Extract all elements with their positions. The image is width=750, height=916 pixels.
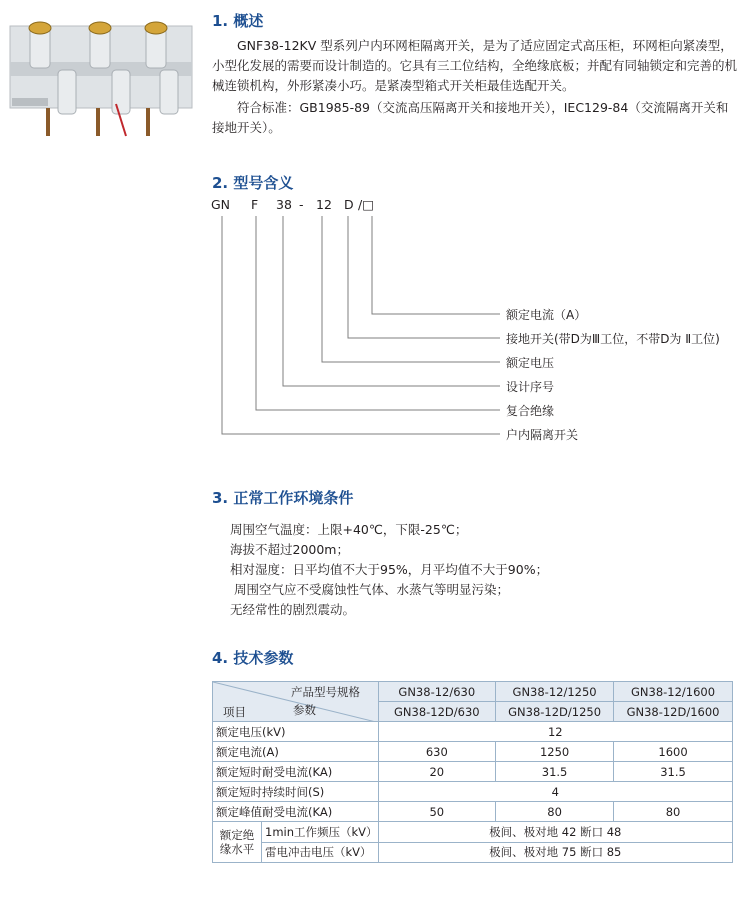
table-row [213, 782, 733, 802]
overview-paragraph: GNF38-12KV 型系列户内环网柜隔离开关，是为了适应固定式高压柜，环网柜向紧凑型，小型化发展的需要而设计制造的。它具有三工位结构，全绝缘底板；并配有同轴锁定和完善的机械连锁机构，外形紧凑小巧。是紧凑型箱式开关柜最佳选配开关。 [212, 38, 738, 93]
section1-title: 1. 概述 [212, 12, 264, 30]
table-row [213, 742, 733, 762]
label-composite-insulation: 复合绝缘 [506, 404, 555, 418]
code-part-38: 38 [276, 197, 292, 212]
standards-paragraph: 符合标准：GB1985-89（交流高压隔离开关和接地开关），IEC129-84（交流隔离开关和接地开关）。 [212, 100, 729, 135]
model-header: GN38-12/1250 [496, 682, 614, 702]
row-value: 630 [378, 742, 496, 762]
table-header-row [213, 682, 733, 702]
code-part-dash: - [299, 197, 304, 212]
section3-title: 3. 正常工作环境条件 [212, 489, 354, 507]
code-part-gn: GN [211, 197, 231, 212]
row-value: 4 [378, 782, 732, 802]
row-label: 额定短时耐受电流(KA) [213, 762, 379, 782]
code-part-d: D [344, 197, 354, 212]
row-value: 1250 [496, 742, 614, 762]
label-rated-current: 额定电流（A） [506, 308, 587, 322]
table-row [213, 722, 733, 742]
tech-params-table [212, 681, 733, 863]
table-row [213, 802, 733, 822]
model-header: GN38-12/630 [378, 682, 496, 702]
row-value: 极间、极对地 75 断口 85 [378, 842, 732, 863]
table-row [213, 822, 733, 843]
label-rated-voltage: 额定电压 [506, 356, 555, 370]
row-value: 极间、极对地 42 断口 48 [378, 822, 732, 843]
header-spec: 产品型号规格 [291, 685, 360, 699]
condition-item: 相对湿度：日平均值不大于95%，月平均值不大于90%； [230, 562, 549, 577]
label-design-number: 设计序号 [506, 380, 555, 394]
row-value: 31.5 [496, 762, 614, 782]
model-header: GN38-12D/1250 [496, 702, 614, 722]
row-value: 31.5 [614, 762, 733, 782]
row-label: 额定电压(kV) [213, 722, 379, 742]
condition-item: 无经常性的剧烈震动。 [230, 602, 356, 617]
model-header: GN38-12/1600 [614, 682, 733, 702]
header-item: 项目 [223, 705, 246, 719]
model-header: GN38-12D/630 [378, 702, 496, 722]
header-param: 参数 [293, 703, 316, 717]
insulation-row-group [213, 822, 379, 863]
header-diagonal-cell [213, 682, 379, 722]
section4-title: 4. 技术参数 [212, 649, 294, 667]
condition-item: 周围空气应不受腐蚀性气体、水蒸气等明显污染； [230, 582, 509, 597]
row-label: 额定峰值耐受电流(KA) [213, 802, 379, 822]
insulation-sub-label: 1min工作频压（kV） [262, 822, 378, 843]
row-value: 20 [378, 762, 496, 782]
label-earthing-switch: 接地开关(带D为Ⅲ工位，不带D为 Ⅱ工位) [506, 332, 720, 346]
row-value: 1600 [614, 742, 733, 762]
code-part-12: 12 [316, 197, 332, 212]
conditions-list [230, 520, 548, 620]
table-row [213, 762, 733, 782]
label-indoor-switch: 户内隔离开关 [506, 428, 579, 442]
row-value: 50 [378, 802, 496, 822]
section2-title: 2. 型号含义 [212, 174, 294, 192]
row-label: 额定电流(A) [213, 742, 379, 762]
condition-item: 海拔不超过2000m； [230, 542, 349, 557]
row-value: 12 [378, 722, 732, 742]
row-value: 80 [614, 802, 733, 822]
row-value: 80 [496, 802, 614, 822]
insulation-sub-label: 雷电冲击电压（kV） [265, 845, 372, 859]
code-part-current: /□ [358, 197, 375, 212]
row-label: 额定短时持续时间(S) [213, 782, 379, 802]
code-part-f: F [251, 197, 259, 212]
condition-item: 周围空气温度：上限+40℃，下限-25℃； [230, 522, 468, 537]
model-header: GN38-12D/1600 [614, 702, 733, 722]
insulation-level-label: 额定绝缘水平 [213, 822, 262, 862]
